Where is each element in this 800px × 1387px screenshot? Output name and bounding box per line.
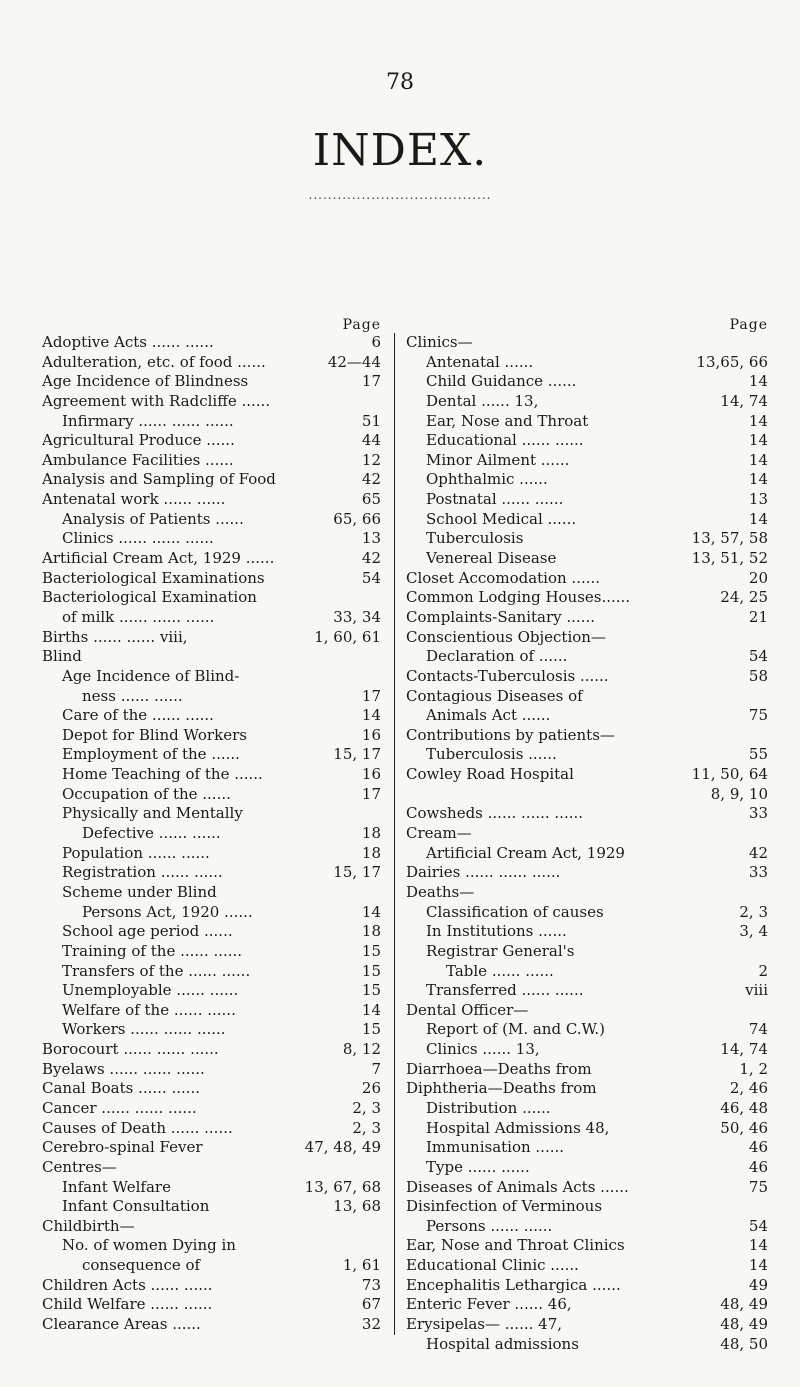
index-page-refs: 51 bbox=[361, 411, 381, 430]
index-entry bbox=[42, 1158, 381, 1178]
index-entry bbox=[406, 1335, 768, 1355]
index-page-refs: 18 bbox=[361, 824, 381, 843]
index-term: Diarrhoea—Deaths from bbox=[406, 1059, 592, 1078]
index-page-refs: 13,65, 66 bbox=[696, 352, 768, 371]
index-entry bbox=[42, 569, 381, 589]
index-entry bbox=[406, 1217, 768, 1237]
index-page-refs: 75 bbox=[748, 706, 768, 725]
index-page-refs: 48, 50 bbox=[720, 1334, 768, 1353]
index-term: Bacteriological Examinations bbox=[42, 568, 265, 587]
index-page-refs: 15 bbox=[361, 1020, 381, 1039]
index-term: Report of (M. and C.W.) bbox=[426, 1020, 605, 1039]
index-page-refs: 65 bbox=[361, 490, 381, 509]
index-entry bbox=[406, 1119, 768, 1139]
index-entry bbox=[406, 1276, 768, 1296]
index-entry bbox=[42, 981, 381, 1001]
index-page-refs: 8, 9, 10 bbox=[710, 784, 768, 803]
index-page-refs: 42—44 bbox=[327, 352, 381, 371]
index-page-refs: 49 bbox=[748, 1275, 768, 1294]
index-term: Centres— bbox=[42, 1157, 117, 1176]
index-entry bbox=[406, 1158, 768, 1178]
index-page-refs: 15, 17 bbox=[333, 745, 381, 764]
index-term: Contagious Diseases of bbox=[406, 686, 583, 705]
index-term: Transfers of the ...... ...... bbox=[62, 961, 251, 980]
page-column-header: Page bbox=[729, 317, 768, 333]
index-term: Analysis of Patients ...... bbox=[62, 509, 244, 528]
index-entry bbox=[42, 628, 381, 648]
index-entry bbox=[406, 824, 768, 844]
index-page-refs: 17 bbox=[361, 686, 381, 705]
index-term: Registration ...... ...... bbox=[62, 863, 223, 882]
index-entry bbox=[42, 549, 381, 569]
index-page-refs: 16 bbox=[361, 765, 381, 784]
index-term: School age period ...... bbox=[62, 922, 233, 941]
index-term: Ear, Nose and Throat bbox=[426, 411, 589, 430]
index-entry bbox=[406, 1001, 768, 1021]
index-page-refs: 48, 49 bbox=[720, 1295, 768, 1314]
index-term: Unemployable ...... ...... bbox=[62, 981, 239, 1000]
index-entry bbox=[406, 726, 768, 746]
index-page-refs: 54 bbox=[748, 647, 768, 666]
index-term: of milk ...... ...... ...... bbox=[62, 607, 215, 626]
index-entry bbox=[406, 372, 768, 392]
index-entry bbox=[42, 687, 381, 707]
index-page-refs: 54 bbox=[361, 568, 381, 587]
index-entry bbox=[406, 608, 768, 628]
index-term: Venereal Disease bbox=[426, 549, 557, 568]
index-entry bbox=[42, 962, 381, 982]
index-entry bbox=[406, 785, 768, 805]
index-term: Educational ...... ...... bbox=[426, 431, 584, 450]
index-page-refs: 12 bbox=[361, 450, 381, 469]
index-entry bbox=[406, 1315, 768, 1335]
index-page-refs: 58 bbox=[748, 666, 768, 685]
index-term: Type ...... ...... bbox=[426, 1157, 530, 1176]
index-entry bbox=[406, 922, 768, 942]
index-entry bbox=[406, 804, 768, 824]
index-term: Animals Act ...... bbox=[426, 706, 551, 725]
index-entry bbox=[406, 647, 768, 667]
index-page-refs: 74 bbox=[748, 1020, 768, 1039]
index-term: Antenatal ...... bbox=[426, 352, 534, 371]
index-entry bbox=[406, 470, 768, 490]
index-term: Immunisation ...... bbox=[426, 1138, 565, 1157]
index-entry bbox=[42, 804, 381, 824]
index-term: Child Guidance ...... bbox=[426, 372, 577, 391]
index-entry bbox=[406, 883, 768, 903]
index-page-refs: 14 bbox=[748, 450, 768, 469]
index-term: Table ...... ...... bbox=[446, 961, 554, 980]
index-term: Agricultural Produce ...... bbox=[42, 431, 235, 450]
index-page-refs: 8, 12 bbox=[342, 1040, 381, 1059]
index-term: Dairies ...... ...... ...... bbox=[406, 863, 561, 882]
index-page-refs: 14, 74 bbox=[720, 391, 768, 410]
index-term: School Medical ...... bbox=[426, 509, 577, 528]
index-term: Causes of Death ...... ...... bbox=[42, 1118, 233, 1137]
index-entry bbox=[406, 1295, 768, 1315]
index-page-refs: 1, 61 bbox=[342, 1256, 381, 1275]
index-term: Artificial Cream Act, 1929 bbox=[426, 843, 625, 862]
index-page-refs: 44 bbox=[361, 431, 381, 450]
index-term: Contributions by patients— bbox=[406, 725, 615, 744]
index-page-refs: 15 bbox=[361, 981, 381, 1000]
index-column-left bbox=[42, 317, 381, 1335]
index-entry bbox=[406, 962, 768, 982]
index-term: Infirmary ...... ...... ...... bbox=[62, 411, 234, 430]
index-entry bbox=[42, 1138, 381, 1158]
index-page-refs: 33 bbox=[748, 863, 768, 882]
index-page-refs: 21 bbox=[748, 607, 768, 626]
index-term: Deaths— bbox=[406, 882, 475, 901]
index-term: Minor Ailment ...... bbox=[426, 450, 570, 469]
index-entry bbox=[42, 942, 381, 962]
index-entry bbox=[42, 431, 381, 451]
index-page-refs: 1, 2 bbox=[739, 1059, 768, 1078]
index-entry bbox=[42, 510, 381, 530]
index-term: Educational Clinic ...... bbox=[406, 1256, 579, 1275]
index-entry bbox=[42, 470, 381, 490]
index-entry bbox=[42, 726, 381, 746]
index-term: Physically and Mentally bbox=[62, 804, 243, 823]
index-entry bbox=[42, 1217, 381, 1237]
index-page-refs: 75 bbox=[748, 1177, 768, 1196]
index-entry bbox=[42, 883, 381, 903]
index-entry bbox=[42, 1197, 381, 1217]
index-term: Disinfection of Verminous bbox=[406, 1197, 603, 1216]
index-entry bbox=[42, 372, 381, 392]
index-term: Declaration of ...... bbox=[426, 647, 568, 666]
index-entry bbox=[42, 1020, 381, 1040]
index-page-refs: 13, 51, 52 bbox=[691, 549, 768, 568]
index-page-refs: 42 bbox=[361, 470, 381, 489]
index-term: Borocourt ...... ...... ...... bbox=[42, 1040, 219, 1059]
index-entry bbox=[406, 1256, 768, 1276]
index-page-refs: 48, 49 bbox=[720, 1315, 768, 1334]
index-page-refs: 13, 68 bbox=[333, 1197, 381, 1216]
index-entry bbox=[406, 765, 768, 785]
index-entry bbox=[406, 1178, 768, 1198]
index-entry bbox=[42, 353, 381, 373]
index-entry bbox=[42, 392, 381, 412]
index-entry bbox=[42, 667, 381, 687]
index-entry bbox=[42, 490, 381, 510]
index-entry bbox=[42, 1315, 381, 1335]
index-entry bbox=[406, 588, 768, 608]
index-entry bbox=[42, 1295, 381, 1315]
index-page-refs: 42 bbox=[748, 843, 768, 862]
index-entry bbox=[406, 981, 768, 1001]
index-term: consequence of bbox=[82, 1256, 201, 1275]
index-term: Contacts-Tuberculosis ...... bbox=[406, 666, 609, 685]
index-entry bbox=[42, 1236, 381, 1256]
index-page-refs: 13 bbox=[361, 529, 381, 548]
index-page-refs: 42 bbox=[361, 549, 381, 568]
index-term: Workers ...... ...... ...... bbox=[62, 1020, 226, 1039]
index-page-refs: 15, 17 bbox=[333, 863, 381, 882]
index-page-refs: 2, 3 bbox=[352, 1098, 381, 1117]
index-entry bbox=[42, 1099, 381, 1119]
index-term: Diphtheria—Deaths from bbox=[406, 1079, 597, 1098]
index-page-refs: 14 bbox=[748, 470, 768, 489]
index-entry bbox=[42, 529, 381, 549]
index-page-refs: 13 bbox=[748, 490, 768, 509]
index-page-refs: 13, 57, 58 bbox=[691, 529, 768, 548]
index-entry bbox=[42, 922, 381, 942]
index-entry bbox=[406, 431, 768, 451]
page-column-header: Page bbox=[342, 317, 381, 333]
index-page-refs: 2, 3 bbox=[352, 1118, 381, 1137]
index-page-refs: 46 bbox=[748, 1138, 768, 1157]
index-page-refs: 47, 48, 49 bbox=[304, 1138, 381, 1157]
index-term: Cowsheds ...... ...... ...... bbox=[406, 804, 584, 823]
index-page-refs: viii bbox=[745, 981, 768, 1000]
index-term: Depot for Blind Workers bbox=[62, 725, 247, 744]
index-entry bbox=[42, 706, 381, 726]
index-entry bbox=[406, 667, 768, 687]
index-entry bbox=[42, 765, 381, 785]
index-term: Ambulance Facilities ...... bbox=[42, 450, 234, 469]
index-term: Ear, Nose and Throat Clinics bbox=[406, 1236, 625, 1255]
index-term: Artificial Cream Act, 1929 ...... bbox=[42, 549, 275, 568]
index-page-refs: 54 bbox=[748, 1216, 768, 1235]
index-term: Encephalitis Lethargica ...... bbox=[406, 1275, 621, 1294]
index-entry bbox=[42, 412, 381, 432]
index-entry bbox=[42, 824, 381, 844]
index-term: Children Acts ...... ...... bbox=[42, 1275, 213, 1294]
index-entry bbox=[406, 1040, 768, 1060]
index-term: Registrar General's bbox=[426, 941, 575, 960]
index-page-refs: 14 bbox=[361, 902, 381, 921]
index-term: Persons Act, 1920 ...... bbox=[82, 902, 253, 921]
index-page-refs: 15 bbox=[361, 941, 381, 960]
index-term: Clinics— bbox=[406, 333, 473, 351]
index-term: Age Incidence of Blind- bbox=[62, 666, 240, 685]
index-term: No. of women Dying in bbox=[62, 1236, 236, 1255]
index-entry bbox=[42, 745, 381, 765]
index-page-refs: 32 bbox=[361, 1315, 381, 1334]
index-entry bbox=[406, 706, 768, 726]
index-term: Adulteration, etc. of food ...... bbox=[42, 352, 266, 371]
index-term: Common Lodging Houses...... bbox=[406, 588, 631, 607]
index-entry bbox=[406, 1079, 768, 1099]
index-term: Dental ...... 13, bbox=[426, 391, 539, 410]
index-page-refs: 14 bbox=[748, 372, 768, 391]
index-entry bbox=[406, 392, 768, 412]
index-entry bbox=[42, 1060, 381, 1080]
index-page-refs: 14 bbox=[748, 1256, 768, 1275]
index-term: Analysis and Sampling of Food bbox=[42, 470, 276, 489]
index-entry bbox=[406, 863, 768, 883]
index-entry bbox=[42, 647, 381, 667]
index-term: Clinics ...... 13, bbox=[426, 1040, 540, 1059]
index-entry bbox=[42, 1040, 381, 1060]
index-term: Cancer ...... ...... ...... bbox=[42, 1098, 197, 1117]
index-page-refs: 2, 3 bbox=[739, 902, 768, 921]
page-number: 78 bbox=[386, 70, 414, 95]
index-entry bbox=[42, 608, 381, 628]
index-page-refs: 46 bbox=[748, 1157, 768, 1176]
index-column-right bbox=[406, 317, 768, 1354]
index-page-refs: 24, 25 bbox=[720, 588, 768, 607]
index-entry bbox=[406, 1138, 768, 1158]
index-term: Persons ...... ...... bbox=[426, 1216, 553, 1235]
index-term: Employment of the ...... bbox=[62, 745, 240, 764]
index-term: ness ...... ...... bbox=[82, 686, 183, 705]
index-term: Hospital Admissions 48, bbox=[426, 1118, 610, 1137]
index-page-refs: 26 bbox=[361, 1079, 381, 1098]
index-page-refs: 14 bbox=[361, 1000, 381, 1019]
index-page-refs: 14 bbox=[748, 431, 768, 450]
index-entry bbox=[42, 451, 381, 471]
index-entry bbox=[406, 1236, 768, 1256]
index-entry bbox=[406, 333, 768, 353]
index-entry bbox=[406, 569, 768, 589]
index-term: Age Incidence of Blindness bbox=[42, 372, 249, 391]
index-page-refs: 20 bbox=[748, 568, 768, 587]
index-term: Complaints-Sanitary ...... bbox=[406, 607, 595, 626]
index-term: Conscientious Objection— bbox=[406, 627, 606, 646]
index-term: Antenatal work ...... ...... bbox=[42, 490, 226, 509]
index-term: Closet Accomodation ...... bbox=[406, 568, 601, 587]
index-entry bbox=[42, 1079, 381, 1099]
index-term: Diseases of Animals Acts ...... bbox=[406, 1177, 629, 1196]
index-term: Byelaws ...... ...... ...... bbox=[42, 1059, 205, 1078]
index-term: Blind bbox=[42, 647, 82, 666]
index-entry bbox=[42, 588, 381, 608]
index-term: Agreement with Radcliffe ...... bbox=[42, 391, 271, 410]
index-entry bbox=[42, 1276, 381, 1296]
index-page-refs: 13, 67, 68 bbox=[304, 1177, 381, 1196]
index-page-refs: 50, 46 bbox=[720, 1118, 768, 1137]
index-term: Adoptive Acts ...... ...... bbox=[42, 333, 214, 351]
index-page-refs: 17 bbox=[361, 372, 381, 391]
index-entry bbox=[406, 412, 768, 432]
title-separator: ...................................... bbox=[308, 188, 492, 202]
index-entry bbox=[406, 1060, 768, 1080]
index-term: Bacteriological Examination bbox=[42, 588, 257, 607]
index-term: Defective ...... ...... bbox=[82, 824, 221, 843]
index-page-refs: 3, 4 bbox=[739, 922, 768, 941]
index-page-refs: 15 bbox=[361, 961, 381, 980]
page-title: INDEX. bbox=[312, 125, 488, 176]
index-term: Erysipelas— ...... 47, bbox=[406, 1315, 563, 1334]
index-page-refs: 18 bbox=[361, 922, 381, 941]
index-entry bbox=[42, 863, 381, 883]
index-term: Tuberculosis ...... bbox=[426, 745, 557, 764]
index-entry bbox=[406, 1020, 768, 1040]
index-page-refs: 65, 66 bbox=[333, 509, 381, 528]
index-entry bbox=[406, 628, 768, 648]
index-term: Scheme under Blind bbox=[62, 882, 217, 901]
index-page-refs: 11, 50, 64 bbox=[691, 765, 768, 784]
index-entry bbox=[406, 510, 768, 530]
index-term: Care of the ...... ...... bbox=[62, 706, 214, 725]
index-term: Home Teaching of the ...... bbox=[62, 765, 263, 784]
index-term: Transferred ...... ...... bbox=[426, 981, 584, 1000]
index-term: Clearance Areas ...... bbox=[42, 1315, 201, 1334]
index-entry bbox=[42, 1119, 381, 1139]
index-term: Infant Welfare bbox=[62, 1177, 171, 1196]
column-divider bbox=[394, 333, 395, 1335]
index-term: Population ...... ...... bbox=[62, 843, 210, 862]
index-entry bbox=[406, 844, 768, 864]
index-page-refs: 2 bbox=[758, 961, 768, 980]
index-entry bbox=[42, 1178, 381, 1198]
index-entry bbox=[406, 490, 768, 510]
index-entry bbox=[42, 333, 381, 353]
index-page-refs: 33, 34 bbox=[333, 607, 381, 626]
index-term: Tuberculosis bbox=[426, 529, 524, 548]
index-page-refs: 6 bbox=[371, 333, 381, 351]
index-entry bbox=[406, 1099, 768, 1119]
index-entry bbox=[42, 844, 381, 864]
index-term: Enteric Fever ...... 46, bbox=[406, 1295, 572, 1314]
index-term: Dental Officer— bbox=[406, 1000, 529, 1019]
index-term: Births ...... ...... viii, bbox=[42, 627, 188, 646]
index-page-refs: 55 bbox=[748, 745, 768, 764]
index-page-refs: 17 bbox=[361, 784, 381, 803]
index-term: Hospital admissions bbox=[426, 1334, 579, 1353]
index-term: Occupation of the ...... bbox=[62, 784, 231, 803]
index-entry bbox=[406, 1197, 768, 1217]
index-page-refs: 2, 46 bbox=[729, 1079, 768, 1098]
index-entry bbox=[406, 687, 768, 707]
index-term: Classification of causes bbox=[426, 902, 604, 921]
index-entry bbox=[42, 1256, 381, 1276]
index-entry bbox=[42, 1001, 381, 1021]
index-term: Clinics ...... ...... ...... bbox=[62, 529, 214, 548]
index-page-refs: 67 bbox=[361, 1295, 381, 1314]
index-entry bbox=[406, 549, 768, 569]
index-page-refs: 14 bbox=[748, 411, 768, 430]
index-page-refs: 14, 74 bbox=[720, 1040, 768, 1059]
index-term: Child Welfare ...... ...... bbox=[42, 1295, 213, 1314]
index-entry bbox=[406, 903, 768, 923]
index-term: Cream— bbox=[406, 824, 472, 843]
index-term: Training of the ...... ...... bbox=[62, 941, 243, 960]
index-entry bbox=[406, 942, 768, 962]
index-term: Ophthalmic ...... bbox=[426, 470, 548, 489]
index-page-refs: 73 bbox=[361, 1275, 381, 1294]
index-page-refs: 18 bbox=[361, 843, 381, 862]
index-term: Canal Boats ...... ...... bbox=[42, 1079, 201, 1098]
index-page-refs: 7 bbox=[371, 1059, 381, 1078]
index-page-refs: 16 bbox=[361, 725, 381, 744]
index-term: In Institutions ...... bbox=[426, 922, 567, 941]
index-page-refs: 14 bbox=[748, 1236, 768, 1255]
index-entry bbox=[406, 529, 768, 549]
index-term: Welfare of the ...... ...... bbox=[62, 1000, 236, 1019]
index-term: Childbirth— bbox=[42, 1216, 135, 1235]
index-page-refs: 14 bbox=[361, 706, 381, 725]
index-page-refs: 14 bbox=[748, 509, 768, 528]
index-entry bbox=[406, 451, 768, 471]
index-entry bbox=[406, 353, 768, 373]
index-term: Cowley Road Hospital bbox=[406, 765, 574, 784]
index-entry bbox=[406, 745, 768, 765]
index-term: Cerebro-spinal Fever bbox=[42, 1138, 203, 1157]
index-entry bbox=[42, 785, 381, 805]
index-entry bbox=[42, 903, 381, 923]
index-page-refs: 33 bbox=[748, 804, 768, 823]
index-term: Distribution ...... bbox=[426, 1098, 551, 1117]
index-term: Infant Consultation bbox=[62, 1197, 210, 1216]
index-page-refs: 46, 48 bbox=[720, 1098, 768, 1117]
index-page-refs: 1, 60, 61 bbox=[314, 627, 381, 646]
index-term: Postnatal ...... ...... bbox=[426, 490, 564, 509]
